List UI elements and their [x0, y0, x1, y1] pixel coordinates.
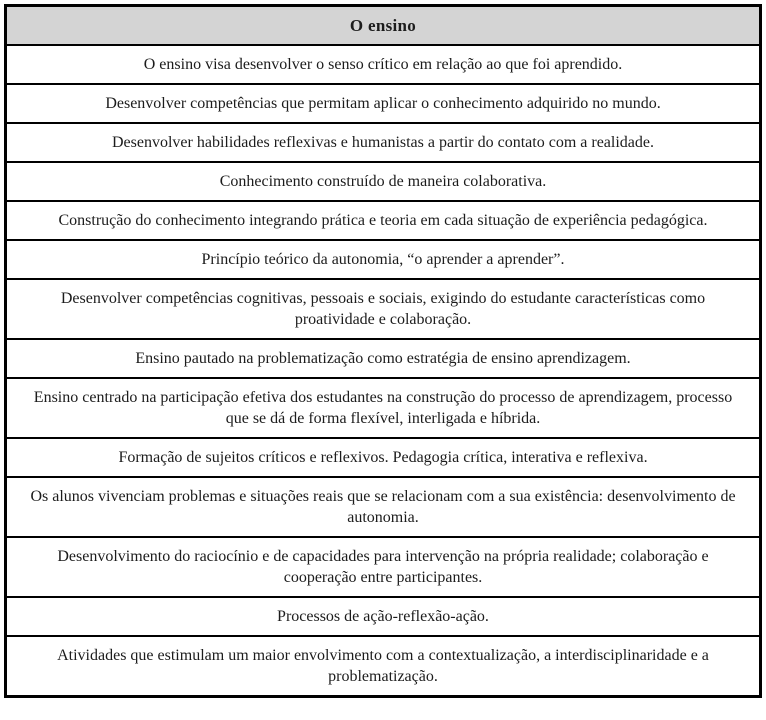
table-row: [6, 240, 761, 279]
table-cell: Ensino pautado na problematização como estratégia de ensino aprendizagem.: [6, 339, 761, 378]
table-row: [6, 45, 761, 84]
table-cell: Construção do conhecimento integrando prática e teoria em cada situação de experiência pedagógica.: [6, 201, 761, 240]
table-row: [6, 123, 761, 162]
table-row: [6, 438, 761, 477]
table-row: [6, 201, 761, 240]
ensino-table-body: [6, 45, 761, 697]
table-cell: Desenvolver habilidades reflexivas e humanistas a partir do contato com a realidade.: [6, 123, 761, 162]
table-row: [6, 597, 761, 636]
table-row: [6, 636, 761, 697]
table-row: [6, 84, 761, 123]
table-cell: O ensino visa desenvolver o senso crítico em relação ao que foi aprendido.: [6, 45, 761, 84]
table-row: [6, 339, 761, 378]
table-cell: Desenvolver competências que permitam aplicar o conhecimento adquirido no mundo.: [6, 84, 761, 123]
table-row: [6, 162, 761, 201]
table-row: [6, 477, 761, 537]
ensino-table-head: [6, 6, 761, 46]
table-cell: Atividades que estimulam um maior envolvimento com a contextualização, a interdisciplinaridade e a problematização.: [6, 636, 761, 697]
table-row: [6, 378, 761, 438]
table-cell: Princípio teórico da autonomia, “o aprender a aprender”.: [6, 240, 761, 279]
table-header-o-ensino: O ensino: [6, 6, 761, 46]
table-cell: Conhecimento construído de maneira colaborativa.: [6, 162, 761, 201]
table-cell: Ensino centrado na participação efetiva dos estudantes na construção do processo de aprendizagem, processo que se dá de forma flexível, interligada e híbrida.: [6, 378, 761, 438]
ensino-table: [4, 4, 762, 698]
table-cell: Desenvolvimento do raciocínio e de capacidades para intervenção na própria realidade; colaboração e cooperação entre participantes.: [6, 537, 761, 597]
table-row: [6, 279, 761, 339]
table-row: [6, 537, 761, 597]
table-cell: Processos de ação-reflexão-ação.: [6, 597, 761, 636]
table-cell: Formação de sujeitos críticos e reflexivos. Pedagogia crítica, interativa e reflexiva.: [6, 438, 761, 477]
table-cell: Desenvolver competências cognitivas, pessoais e sociais, exigindo do estudante características como proatividade e colaboração.: [6, 279, 761, 339]
header-row: [6, 6, 761, 46]
table-cell: Os alunos vivenciam problemas e situações reais que se relacionam com a sua existência: desenvolvimento de autonomia.: [6, 477, 761, 537]
